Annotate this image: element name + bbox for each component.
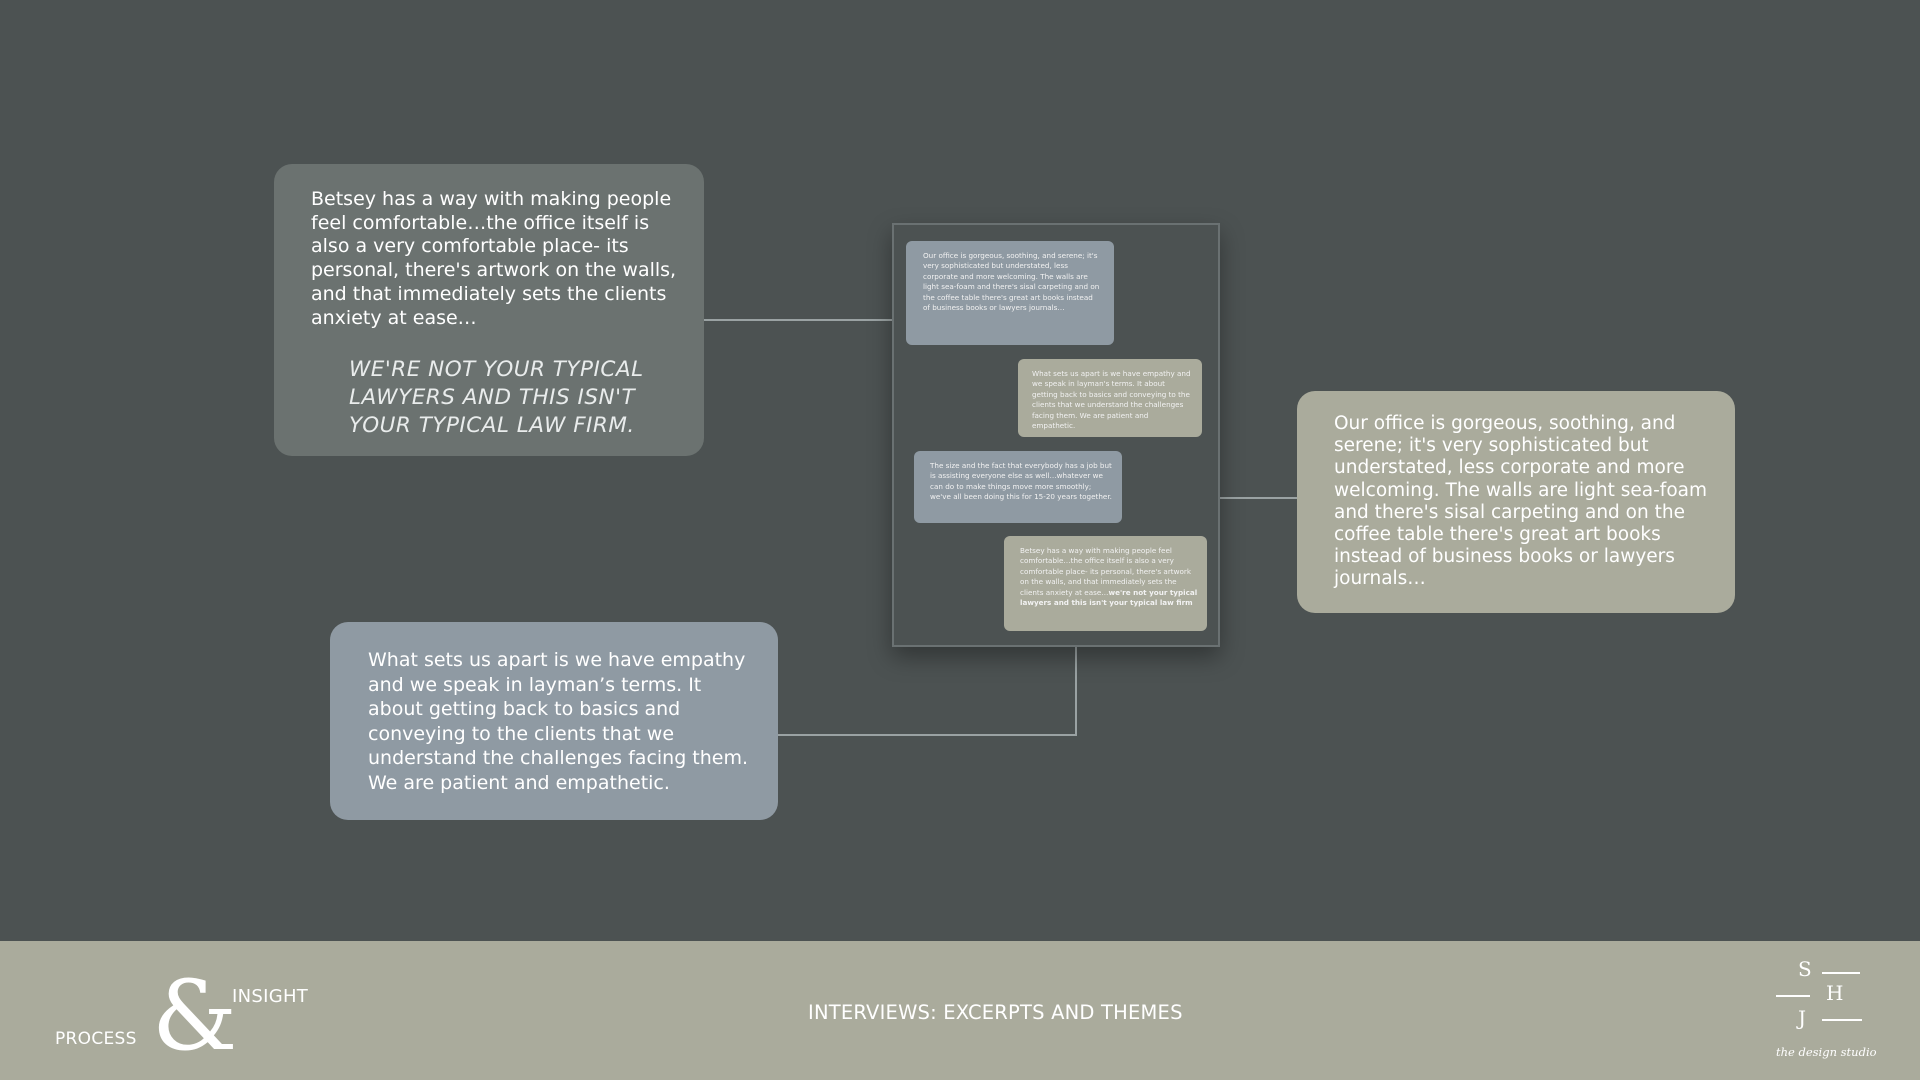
slide-title: INTERVIEWS: EXCERPTS AND THEMES [808, 1001, 1183, 1024]
logo-letter-s: S [1798, 957, 1812, 981]
logo-letter-j: J [1798, 1006, 1807, 1030]
logo-rule-bottom [1822, 1019, 1862, 1021]
betsey-excerpt-text: Betsey has a way with making people feel comfortable…the office itself is also a very comfortable place- its personal, there's artwork on the walls, and that immediately sets the clients anxiety at ease… [311, 188, 677, 329]
footer-bar [0, 941, 1920, 1080]
logo-rule-top [1822, 972, 1860, 974]
brand-insight-label: INSIGHT [232, 986, 309, 1007]
office-excerpt-text: Our office is gorgeous, soothing, and serene; it's very sophisticated but understated, less corporate and more welcoming. The walls are light sea-foam and there's sisal carpeting and on the coffee table there's great art books instead of business books or lawyers journals… [1334, 413, 1707, 590]
thumbnail-betsey-bubble [1004, 536, 1207, 631]
connector-empathy [778, 647, 1076, 735]
thumbnail-empathy-bubble: What sets us apart is we have empathy and we speak in layman's terms. It about getting back to basics and conveying to the clients that we understand the challenges facing them. We are patient and empathetic. [1018, 359, 1202, 437]
betsey-pull-quote: WE'RE NOT YOUR TYPICAL LAWYERS AND THIS ISN'T YOUR TYPICAL LAW FIRM. [349, 357, 644, 439]
betsey-excerpt-card [274, 164, 704, 456]
empathy-excerpt-text: What sets us apart is we have empathy and we speak in layman’s terms. It about getting back to basics and conveying to the clients that we understand the challenges facing them. We are patient and empathetic. [368, 649, 749, 794]
studio-logo [1770, 957, 1890, 1069]
empathy-excerpt-card [330, 622, 778, 820]
thumbnail-betsey-emphasis: we're not your typical lawyers and this isn't your typical law firm [1020, 587, 1198, 608]
logo-tagline: the design studio [1776, 1045, 1877, 1059]
office-excerpt-card [1297, 391, 1735, 613]
logo-letter-h: H [1826, 981, 1844, 1005]
thumbnail-office-bubble: Our office is gorgeous, soothing, and serene; it's very sophisticated but understated, less corporate and more welcoming. The walls are light sea-foam and there's sisal carpeting and on the coffee table there's great art books instead of business books or lawyers journals… [906, 241, 1114, 345]
brand-ampersand: & [152, 960, 238, 1072]
thumbnail-size-bubble: The size and the fact that everybody has a job but is assisting everyone else as well…whatever we can do to make things move more smoothly; we've all been doing this for 15-20 years together. [914, 451, 1122, 523]
brand-process-label: PROCESS [55, 1029, 137, 1049]
interview-notes-thumbnail [892, 223, 1220, 647]
thumbnail-betsey-text: Betsey has a way with making people feel comfortable…the office itself is also a very comfortable place- its personal, there's artwork on the walls, and that immediately sets the clients anxiety at ease… [1020, 546, 1191, 597]
logo-rule-middle [1776, 995, 1810, 997]
